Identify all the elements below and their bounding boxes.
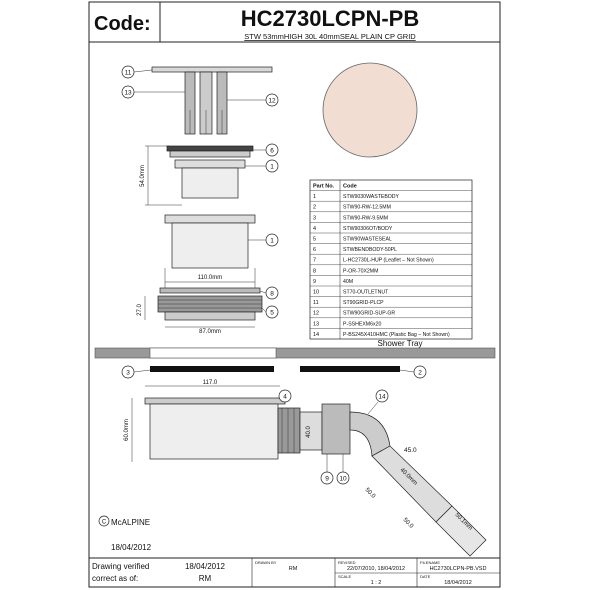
callout-2 (400, 366, 426, 378)
callout-14 (368, 390, 388, 414)
svg-text:8: 8 (270, 290, 274, 298)
svg-text:1: 1 (270, 163, 274, 171)
svg-text:2: 2 (418, 369, 422, 377)
svg-text:5: 5 (270, 309, 274, 317)
parts-table-part-code: STW90306OT/BODY (343, 225, 393, 232)
dim-50a: 50.0 (363, 487, 377, 500)
parts-table-part-code: STW90GRID-SUP-GR (343, 310, 396, 317)
parts-table-part-code: STW90-RW-9.5MM (343, 215, 389, 222)
dim-40: 40.0 (306, 426, 312, 438)
dim-117: 117.0 (202, 380, 218, 386)
svg-text:11: 11 (124, 69, 132, 77)
callout-4 (279, 390, 291, 402)
verified-label-1: Drawing verified (92, 562, 150, 571)
shower-tray (95, 339, 495, 358)
svg-text:14: 14 (378, 393, 386, 401)
callout-11 (122, 66, 152, 78)
parts-table-part-no: 9 (313, 278, 317, 285)
callout-5 (262, 306, 278, 318)
dim-110: 110.0mm (197, 275, 223, 281)
parts-table-header-part: Part No. (313, 183, 335, 190)
parts-table-part-no: 8 (313, 268, 317, 275)
parts-table-part-code: 40M (343, 278, 354, 285)
dim-60: 60.0mm (124, 419, 130, 441)
svg-text:3: 3 (126, 369, 130, 377)
parts-table-part-no: 2 (313, 204, 317, 211)
parts-table-part-code: STW9030WASTEBODY (343, 194, 400, 201)
scale: 1 : 2 (370, 580, 382, 586)
callout-1a (245, 160, 278, 172)
title-block (89, 558, 500, 587)
svg-text:C: C (101, 519, 107, 526)
body-lower-part (165, 215, 255, 288)
shower-tray-label: Shower Tray (377, 339, 423, 348)
dim-27: 27.0 (137, 304, 143, 316)
grid-plate-top-view (323, 63, 417, 157)
date: 18/04/2012 (444, 580, 472, 586)
revised-label: REVISED (338, 560, 356, 565)
parts-table-part-no: 5 (313, 236, 317, 243)
svg-text:9: 9 (325, 475, 329, 483)
svg-text:13: 13 (124, 89, 132, 97)
revised: 22/07/2010, 18/04/2012 (346, 566, 406, 572)
parts-table-part-code: P-OR-70X2MM (343, 268, 379, 275)
callout-10 (337, 454, 349, 484)
verified-by: RM (198, 574, 212, 583)
code-label: Code: (94, 13, 151, 35)
dim-45: 45.0 (404, 447, 417, 454)
callout-3 (122, 366, 150, 378)
parts-table-part-code: ST70-OUTLETNUT (343, 289, 389, 296)
parts-table-part-no: 1 (313, 194, 317, 201)
product-code: HC2730LCPN-PB (240, 6, 420, 31)
parts-table-part-no: 4 (313, 225, 317, 232)
callout-6 (253, 144, 278, 156)
parts-table-part-no: 10 (313, 289, 320, 296)
parts-table-part-code: L-HC2730L-HUP (Leaflet – Not Shown) (343, 257, 434, 264)
dim-50c: 50.1mm (453, 512, 474, 532)
parts-table-part-no: 3 (313, 215, 317, 222)
parts-table-part-no: 6 (313, 247, 317, 254)
assembly-side-view (124, 380, 486, 556)
filename: HC2730LCPN-PB.VSD (429, 566, 487, 572)
header (89, 2, 500, 42)
brand-mark (99, 516, 152, 552)
dim-54: 54.0mm (140, 165, 146, 187)
date-label: DATE (420, 574, 431, 579)
callout-13 (122, 86, 185, 98)
svg-text:12: 12 (268, 97, 276, 105)
callout-12 (227, 94, 278, 106)
verified-label-2: correct as of: (92, 574, 139, 583)
parts-table-part-no: 13 (313, 321, 320, 328)
verified-date: 18/04/2012 (184, 562, 226, 571)
parts-table-part-no: 14 (313, 331, 320, 338)
svg-text:4: 4 (283, 393, 287, 401)
drawn-by: RM (288, 566, 298, 572)
drawn-by-label: DRAWN BY (255, 560, 277, 565)
parts-table-part-code: P-SSHEXM6x20 (343, 321, 382, 328)
dim-50b: 50.0 (401, 517, 415, 530)
dim-40b: 40.0mm (398, 467, 419, 487)
parts-table-part-code: STW90WASTESEAL (343, 236, 392, 243)
parts-table-part-code: STW90-RW-12.5MM (343, 204, 391, 211)
callout-1b (248, 234, 278, 246)
callout-9 (321, 454, 333, 484)
grid-cover-part (152, 67, 272, 134)
parts-table-part-no: 7 (313, 257, 317, 264)
seal-nut-part (137, 288, 262, 335)
dim-87: 87.0mm (199, 329, 221, 335)
scale-label: SCALE (338, 574, 352, 579)
washers (150, 366, 400, 372)
parts-table-part-code: STWBENDBODY-50PL (343, 247, 398, 254)
brand-date: 18/04/2012 (111, 543, 152, 552)
parts-table-header-code: Code (343, 183, 357, 190)
callout-8 (260, 287, 278, 299)
svg-text:10: 10 (339, 475, 347, 483)
svg-text:6: 6 (270, 147, 274, 155)
waste-body-part (140, 146, 253, 205)
svg-text:1: 1 (270, 237, 274, 245)
parts-table-part-code: ST90GRID-PLCP (343, 300, 384, 307)
parts-table (310, 180, 472, 339)
product-description: STW 53mmHIGH 30L 40mmSEAL PLAIN CP GRID (244, 32, 416, 41)
filename-label: FILENAME (420, 560, 441, 565)
parts-table-part-no: 11 (313, 300, 319, 307)
brand-name: McALPINE (111, 518, 151, 527)
parts-table-part-code: P-BS245X410HMC (Plastic Bag – Not Shown) (343, 331, 450, 338)
parts-table-part-no: 12 (313, 310, 320, 317)
